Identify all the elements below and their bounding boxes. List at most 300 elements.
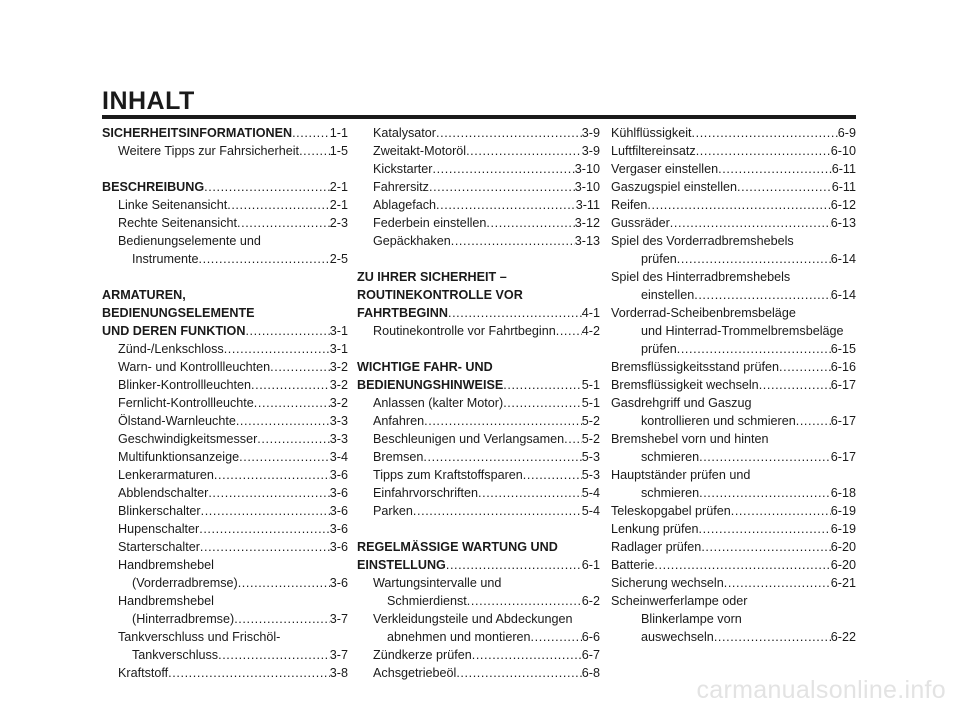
toc-page-number: 5-1 [581,378,600,392]
toc-entry-title: Handbremshebel [118,594,214,608]
toc-page-number: 6-7 [581,648,600,662]
toc-section-heading[interactable] [357,376,600,394]
toc-dot-leader [564,430,582,448]
toc-dot-leader [677,250,831,268]
toc-dot-leader [699,520,831,538]
toc-entry-title: Luftfiltereinsatz [611,144,696,158]
toc-section-heading[interactable] [102,304,348,322]
toc-entry-title: Gaszugspiel einstellen [611,180,738,194]
toc-entry[interactable] [357,322,600,340]
toc-entry-title: Tipps zum Kraftstoffsparen [373,468,523,482]
toc-entry-title: prüfen [641,342,677,356]
toc-entry-title: Einfahrvorschriften [373,486,478,500]
toc-dot-leader [234,610,330,628]
toc-dot-leader [424,412,582,430]
toc-entry[interactable] [357,664,600,682]
toc-column-3 [611,124,856,646]
toc-entry[interactable] [611,502,856,520]
toc-entry-title: Blinker-Kontrollleuchten [118,378,252,392]
toc-page-number: 3-6 [329,576,348,590]
toc-entry-title: Lenkung prüfen [611,522,699,536]
toc-page-number: 5-3 [581,468,600,482]
toc-entry[interactable] [102,430,348,448]
toc-entry[interactable] [102,664,348,682]
toc-entry-title: Teleskopgabel prüfen [611,504,731,518]
toc-entry-title: abnehmen und montieren [387,630,531,644]
toc-entry-title: Bremsflüssigkeit wechseln [611,378,759,392]
toc-dot-leader [238,574,330,592]
toc-page-number: 6-17 [830,450,856,464]
toc-entry-title: Fernlicht-Kontrollleuchte [118,396,254,410]
toc-entry-title: ROUTINEKONTROLLE VOR [357,288,523,302]
toc-spacer [357,340,600,358]
toc-dot-leader [436,124,582,142]
toc-dot-leader [214,466,330,484]
toc-page-number: 3-13 [574,234,600,248]
toc-entry-title: Bedienungselemente und [118,234,261,248]
toc-page-number: 6-10 [830,144,856,158]
toc-page-number: 3-6 [329,486,348,500]
toc-page-number: 3-3 [329,432,348,446]
toc-entry[interactable] [102,520,348,538]
toc-page-number: 6-6 [581,630,600,644]
toc-entry-title: Lenkerarmaturen [118,468,214,482]
toc-page-number: 6-17 [830,414,856,428]
toc-entry[interactable] [102,646,348,664]
toc-dot-leader [472,646,582,664]
toc-page-number: 3-2 [329,396,348,410]
toc-entry-title: (Hinterradbremse) [132,612,235,626]
toc-page-number: 3-12 [574,216,600,230]
toc-entry[interactable] [357,448,600,466]
toc-page-number: 2-5 [329,252,348,266]
toc-section-heading[interactable] [102,124,348,142]
toc-entry-title: Gepäckhaken [373,234,451,248]
toc-entry-title: Gasdrehgriff und Gaszug [611,396,752,410]
toc-spacer [102,160,348,178]
toc-dot-leader [523,466,582,484]
toc-dot-leader [670,214,831,232]
toc-dot-leader [413,502,582,520]
toc-page-number: 6-19 [830,522,856,536]
toc-entry-title: Federbein einstellen [373,216,487,230]
toc-entry-title: einstellen [641,288,695,302]
toc-dot-leader [699,484,831,502]
toc-entry-title: Gussräder [611,216,670,230]
toc-entry[interactable] [611,430,856,448]
toc-section-heading[interactable] [357,538,600,556]
toc-spacer [357,520,600,538]
toc-entry-title: EINSTELLUNG [357,558,446,572]
toc-page-number: 6-16 [830,360,856,374]
toc-entry-title: Verkleidungsteile und Abdeckungen [373,612,573,626]
toc-dot-leader [486,214,574,232]
toc-entry[interactable] [357,178,600,196]
toc-entry[interactable] [102,502,348,520]
toc-entry[interactable] [611,520,856,538]
toc-entry[interactable] [357,412,600,430]
toc-entry[interactable] [102,250,348,268]
toc-entry[interactable] [611,448,856,466]
toc-page-number: 3-8 [329,666,348,680]
toc-entry-title: REGELMÄSSIGE WARTUNG UND [357,540,558,554]
toc-entry[interactable] [611,304,856,322]
toc-entry[interactable] [611,178,856,196]
toc-entry-title: Beschleunigen und Verlangsamen [373,432,565,446]
toc-page-number: 6-17 [830,378,856,392]
toc-dot-leader [503,376,582,394]
toc-entry-title: SICHERHEITSINFORMATIONEN [102,126,293,140]
toc-dot-leader [237,214,330,232]
toc-dot-leader [692,124,838,142]
toc-entry-title: Linke Seitenansicht [118,198,228,212]
toc-page-number: 1-5 [329,144,348,158]
toc-page-number: 1-1 [329,126,348,140]
toc-entry[interactable] [611,592,856,610]
toc-entry[interactable] [611,556,856,574]
toc-dot-leader [731,502,831,520]
toc-dot-leader [236,412,330,430]
toc-entry[interactable] [102,214,348,232]
toc-page-number: 6-14 [830,252,856,266]
toc-section-heading[interactable] [102,286,348,304]
toc-entry-title: Vorderrad-Scheibenbremsbeläge [611,306,796,320]
toc-entry[interactable] [611,250,856,268]
toc-dot-leader [503,394,582,412]
toc-dot-leader [699,448,831,466]
toc-dot-leader [467,592,582,610]
toc-page-number: 2-1 [329,180,348,194]
toc-entry[interactable] [102,142,348,160]
toc-page-number: 5-4 [581,504,600,518]
toc-entry[interactable] [611,376,856,394]
toc-entry-title: Batterie [611,558,655,572]
toc-dot-leader [451,232,575,250]
toc-entry-title: auswechseln [641,630,714,644]
toc-dot-leader [701,538,830,556]
toc-entry[interactable] [611,322,856,340]
toc-entry-title: Reifen [611,198,648,212]
toc-page-number: 6-13 [830,216,856,230]
toc-entry[interactable] [357,574,600,592]
toc-entry[interactable] [357,196,600,214]
toc-entry-title: Zündkerze prüfen [373,648,472,662]
toc-entry[interactable] [357,394,600,412]
toc-page-number: 4-1 [581,306,600,320]
toc-entry-title: BESCHREIBUNG [102,180,205,194]
toc-entry-title: Anlassen (kalter Motor) [373,396,504,410]
toc-entry-title: Handbremshebel [118,558,214,572]
toc-dot-leader [432,160,574,178]
toc-entry-title: Katalysator [373,126,436,140]
toc-page-number: 5-1 [581,396,600,410]
toc-dot-leader [478,484,582,502]
toc-entry[interactable] [611,232,856,250]
toc-dot-leader [429,178,575,196]
toc-entry[interactable] [357,214,600,232]
toc-entry[interactable] [611,268,856,286]
toc-entry[interactable] [357,628,600,646]
toc-page-number: 3-1 [329,324,348,338]
toc-entry[interactable] [102,556,348,574]
toc-entry-title: Spiel des Vorderradbremshebels [611,234,794,248]
toc-entry-title: Vergaser einstellen [611,162,719,176]
toc-entry-title: FAHRTBEGINN [357,306,448,320]
toc-entry-title: Scheinwerferlampe oder [611,594,748,608]
toc-dot-leader [556,322,582,340]
toc-entry[interactable] [611,286,856,304]
toc-entry[interactable] [102,340,348,358]
toc-dot-leader [245,322,329,340]
toc-entry[interactable] [611,358,856,376]
toc-dot-leader [796,412,831,430]
toc-entry-title: Spiel des Hinterradbremshebels [611,270,791,284]
toc-section-heading[interactable] [357,556,600,574]
toc-spacer [357,250,600,268]
toc-entry-title: Parken [373,504,413,518]
toc-entry-title: Hupenschalter [118,522,200,536]
toc-page-number: 5-4 [581,486,600,500]
toc-entry-title: Instrumente [132,252,199,266]
toc-dot-leader [466,142,582,160]
toc-page-number: 6-11 [831,180,856,194]
toc-entry[interactable] [102,358,348,376]
toc-entry[interactable] [102,196,348,214]
toc-entry[interactable] [611,466,856,484]
toc-entry[interactable] [611,214,856,232]
toc-page-number: 6-9 [837,126,856,140]
toc-page-number: 6-22 [830,630,856,644]
toc-page-number: 3-9 [581,144,600,158]
toc-entry-title: Starterschalter [118,540,200,554]
toc-dot-leader [737,178,832,196]
toc-entry-title: Blinkerschalter [118,504,201,518]
toc-entry-title: prüfen [641,252,677,266]
toc-dot-leader [239,448,330,466]
toc-entry-title: Zünd-/Lenkschloss [118,342,224,356]
toc-entry-title: Warn- und Kontrollleuchten [118,360,271,374]
toc-section-heading[interactable] [357,286,600,304]
toc-entry-title: Blinkerlampe vorn [641,612,742,626]
toc-entry[interactable] [102,448,348,466]
toc-page-number: 4-2 [581,324,600,338]
toc-page-number: 5-2 [581,432,600,446]
toc-dot-leader [270,358,330,376]
toc-entry-title: Schmierdienst [387,594,467,608]
toc-dot-leader [208,484,329,502]
toc-section-heading[interactable] [357,268,600,286]
toc-entry-title: und Hinterrad-Trommelbremsbeläge [641,324,844,338]
toc-dot-leader [224,340,330,358]
toc-entry-title: Anfahren [373,414,425,428]
toc-entry-title: BEDIENUNGSHINWEISE [357,378,504,392]
toc-entry[interactable] [357,142,600,160]
toc-entry[interactable] [611,340,856,358]
toc-dot-leader [423,448,581,466]
toc-entry-title: Tankverschluss und Frischöl- [118,630,281,644]
toc-dot-leader [696,142,831,160]
toc-page-number: 6-15 [830,342,856,356]
toc-entry-title: Achsgetriebeöl [373,666,457,680]
toc-dot-leader [456,664,581,682]
toc-entry[interactable] [357,124,600,142]
toc-page-number: 3-11 [575,198,600,212]
toc-section-heading[interactable] [102,178,348,196]
toc-entry-title: (Vorderradbremse) [132,576,238,590]
toc-entry[interactable] [102,232,348,250]
toc-entry-title: Abblendschalter [118,486,209,500]
toc-entry[interactable] [611,160,856,178]
toc-entry[interactable] [357,484,600,502]
toc-entry-title: schmieren [641,450,700,464]
toc-page-number: 3-6 [329,522,348,536]
toc-entry-title: Kühlflüssigkeit [611,126,692,140]
toc-entry[interactable] [102,610,348,628]
toc-entry[interactable] [102,412,348,430]
toc-page-number: 6-19 [830,504,856,518]
toc-page-number: 3-10 [574,180,600,194]
toc-entry-title: Weitere Tipps zur Fahrsicherheit [118,144,300,158]
toc-dot-leader [257,430,330,448]
toc-entry-title: Routinekontrolle vor Fahrtbeginn [373,324,556,338]
toc-entry[interactable] [357,430,600,448]
toc-entry-title: Tankverschluss [132,648,219,662]
toc-entry[interactable] [357,232,600,250]
toc-dot-leader [654,556,830,574]
toc-section-heading[interactable] [102,322,348,340]
toc-page-number: 3-9 [581,126,600,140]
toc-dot-leader [199,520,330,538]
toc-entry-title: schmieren [641,486,700,500]
toc-dot-leader [218,646,330,664]
toc-entry-title: Multifunktionsanzeige [118,450,240,464]
toc-page-number: 5-2 [581,414,600,428]
toc-page-number: 6-18 [830,486,856,500]
toc-page-number: 6-1 [581,558,600,572]
toc-entry[interactable] [357,592,600,610]
toc-page-number: 3-4 [329,450,348,464]
toc-entry[interactable] [102,592,348,610]
toc-dot-leader [531,628,582,646]
toc-page-number: 6-14 [830,288,856,302]
toc-entry-title: UND DEREN FUNKTION [102,324,246,338]
toc-entry[interactable] [102,394,348,412]
toc-entry[interactable] [102,466,348,484]
toc-entry[interactable] [611,124,856,142]
toc-page-number: 6-2 [581,594,600,608]
toc-entry[interactable] [102,538,348,556]
toc-entry-title: Kraftstoff [118,666,169,680]
toc-page-number: 3-7 [329,648,348,662]
toc-entry[interactable] [102,484,348,502]
toc-page-number: 3-6 [329,504,348,518]
toc-page-number: 6-21 [830,576,856,590]
toc-entry-title: Ablagefach [373,198,437,212]
toc-entry[interactable] [357,610,600,628]
toc-entry-title: Bremsflüssigkeitsstand prüfen [611,360,779,374]
toc-page-number: 6-20 [830,540,856,554]
toc-dot-leader [251,376,330,394]
toc-entry-title: Wartungsintervalle und [373,576,502,590]
toc-dot-leader [677,340,831,358]
toc-dot-leader [199,250,330,268]
toc-entry[interactable] [611,538,856,556]
toc-entry[interactable] [611,610,856,628]
toc-entry[interactable] [102,574,348,592]
toc-entry-title: Bremsen [373,450,424,464]
toc-entry-title: WICHTIGE FAHR- UND [357,360,493,374]
toc-dot-leader [718,160,832,178]
toc-entry[interactable] [611,142,856,160]
toc-entry[interactable] [611,394,856,412]
watermark: carmanualsonline.info [696,676,946,704]
toc-dot-leader [292,124,330,142]
toc-dot-leader [168,664,330,682]
toc-spacer [102,268,348,286]
toc-dot-leader [759,376,831,394]
toc-page-number: 3-3 [329,414,348,428]
toc-entry-title: Rechte Seitenansicht [118,216,238,230]
toc-entry-title: Kickstarter [373,162,433,176]
toc-entry[interactable] [102,376,348,394]
toc-dot-leader [254,394,330,412]
toc-entry-title: Ölstand-Warnleuchte [118,414,236,428]
toc-entry-title: BEDIENUNGSELEMENTE [102,306,255,320]
toc-entry-title: Fahrersitz [373,180,429,194]
toc-dot-leader [204,178,330,196]
toc-entry-title: Zweitakt-Motoröl [373,144,467,158]
toc-page-number: 3-6 [329,468,348,482]
toc-entry-title: ARMATUREN, [102,288,186,302]
toc-entry[interactable] [357,646,600,664]
toc-entry[interactable] [357,466,600,484]
toc-section-heading[interactable] [357,304,600,322]
toc-dot-leader [227,196,330,214]
toc-entry[interactable] [611,484,856,502]
toc-page-number: 6-12 [830,198,856,212]
toc-page-number: 5-3 [581,450,600,464]
toc-page-number: 3-2 [329,378,348,392]
toc-page-number: 6-11 [831,162,856,176]
toc-dot-leader [714,628,831,646]
toc-entry[interactable] [357,502,600,520]
toc-page-number: 2-3 [329,216,348,230]
toc-entry[interactable] [611,574,856,592]
toc-entry[interactable] [611,196,856,214]
toc-entry-title: kontrollieren und schmieren [641,414,796,428]
page-title: INHALT [102,87,195,115]
toc-entry-title: Geschwindigkeitsmesser [118,432,258,446]
toc-column-2 [357,124,600,682]
toc-dot-leader [694,286,831,304]
toc-page-number: 3-1 [329,342,348,356]
toc-section-heading[interactable] [357,358,600,376]
toc-dot-leader [724,574,831,592]
toc-dot-leader [779,358,831,376]
toc-entry[interactable] [611,628,856,646]
toc-entry-title: Radlager prüfen [611,540,702,554]
toc-entry[interactable] [102,628,348,646]
toc-page-number: 3-6 [329,540,348,554]
toc-page-number: 2-1 [329,198,348,212]
toc-page-number: 3-2 [329,360,348,374]
toc-entry-title: Hauptständer prüfen und [611,468,751,482]
toc-dot-leader [448,304,582,322]
toc-page-number: 6-20 [830,558,856,572]
toc-entry[interactable] [611,412,856,430]
toc-entry[interactable] [357,160,600,178]
title-rule [102,115,856,119]
